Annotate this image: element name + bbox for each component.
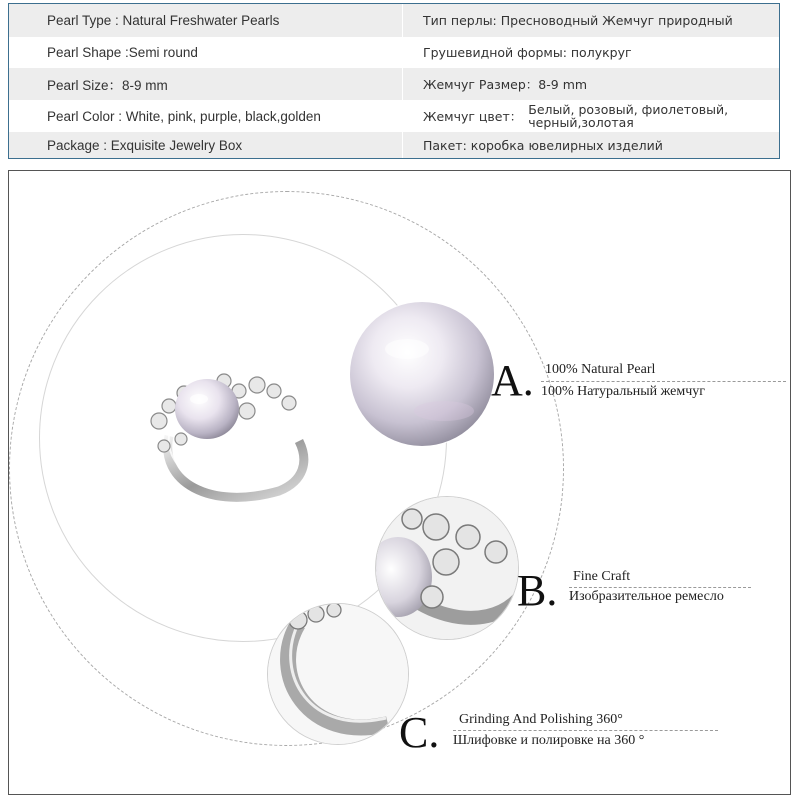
- spec-row-pearl-size: [9, 68, 779, 100]
- spec-en-pearl-shape: Pearl Shape :Semi round: [47, 45, 198, 60]
- feature-a-letter: A.: [491, 356, 534, 405]
- spec-row-pearl-color: [9, 100, 779, 132]
- spec-ru-package: Пакет: коробка ювелирных изделий: [423, 137, 663, 153]
- spec-ru-pearl-color-value: [528, 103, 728, 129]
- setting-stones-icon: [376, 497, 519, 640]
- spec-ru-pearl-type: Тип перлы: Пресноводный Жемчуг природный: [423, 13, 733, 28]
- feature-a-en: 100% Natural Pearl: [545, 362, 656, 377]
- spec-ru-pearl-color-line1: Белый, розовый, фиолетовый,: [528, 102, 729, 117]
- spec-row-package: [9, 132, 779, 158]
- spec-ru-pearl-size: Жемчуг Размер：8-9 mm: [423, 77, 588, 92]
- feature-b-letter: B.: [517, 566, 558, 615]
- feature-b-rule: [569, 587, 751, 588]
- feature-b-ru: Изобразительное ремесло: [569, 589, 724, 604]
- feature-b-en: Fine Craft: [573, 569, 631, 584]
- feature-a-ru: 100% Натуральный жемчуг: [541, 384, 706, 399]
- polish-closeup-image: [267, 603, 409, 745]
- feature-c-letter: C.: [399, 708, 440, 757]
- ring-band-icon: [268, 604, 409, 745]
- feature-c-rule: [453, 730, 718, 731]
- ring-product-image: [129, 361, 329, 511]
- feature-a-rule: [541, 381, 786, 382]
- spec-row-pearl-shape: [9, 37, 779, 68]
- spec-ru-pearl-color: [423, 100, 728, 132]
- feature-c-ru: Шлифовке и полировке на 360 °: [453, 733, 645, 748]
- pearl-icon: [349, 301, 495, 447]
- spec-en-pearl-size: Pearl Size：8-9 mm: [47, 78, 168, 93]
- spec-table: [8, 3, 780, 159]
- spec-en-pearl-type: Pearl Type : Natural Freshwater Pearls: [47, 13, 280, 28]
- pearl-closeup-image: [349, 301, 495, 447]
- spec-row-pearl-type: [9, 4, 779, 37]
- feature-panel: [8, 170, 791, 795]
- craft-closeup-image: [375, 496, 519, 640]
- spec-en-package: Package : Exquisite Jewelry Box: [47, 137, 243, 153]
- spec-ru-pearl-color-label: Жемчуг цвет：: [423, 109, 523, 124]
- feature-c-en: Grinding And Polishing 360°: [459, 712, 623, 727]
- spec-en-pearl-color: Pearl Color : White, pink, purple, black,golden: [47, 108, 321, 124]
- spec-ru-pearl-shape: Грушевидной формы: полукруг: [423, 45, 632, 60]
- spec-ru-pearl-color-line2: черный,золотая: [528, 115, 634, 130]
